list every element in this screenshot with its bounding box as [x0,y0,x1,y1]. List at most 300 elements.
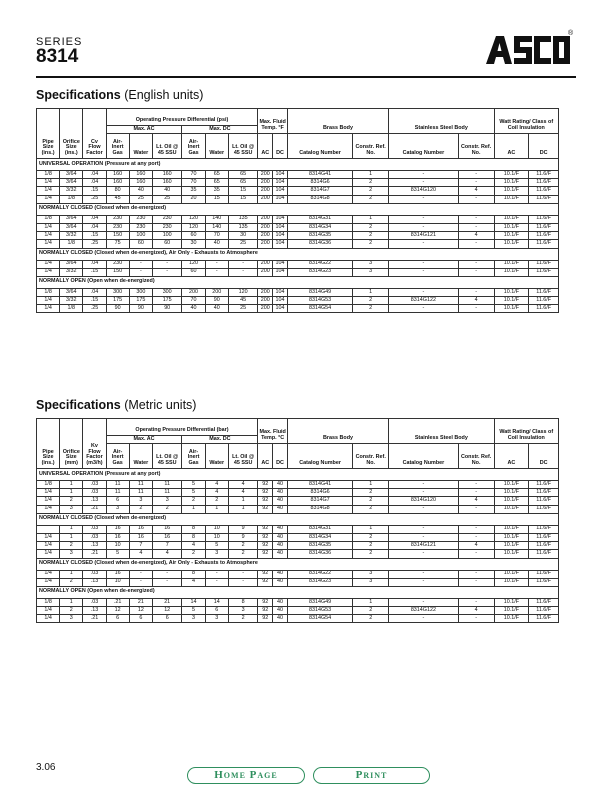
table-cell: 2 [353,615,389,623]
table-cell: 1/4 [37,305,60,313]
table-cell: 40 [273,525,288,533]
table-cell: - [389,550,459,558]
table-cell: 1/8 [60,305,83,313]
table-cell: 40 [273,570,288,578]
table-cell: 1/4 [37,268,60,276]
table-cell: 1/8 [37,215,60,223]
table-cell: 7 [152,542,182,550]
col-temp-ac: AC [258,444,273,469]
col-dc-oil: Lt. Oil @ 45 SSU [228,134,258,159]
table-cell: 200 [258,171,273,179]
table-cell: 3 [182,615,205,623]
table-cell: 70 [182,297,205,305]
table-cell: 10.1/F [494,215,529,223]
table-cell: 160 [106,171,129,179]
table-cell: 2 [353,550,389,558]
table-cell: - [458,615,494,623]
table-cell: 8314G34 [287,533,352,541]
table-cell: 4 [129,550,152,558]
table-cell: 8314G54 [287,615,352,623]
table-cell: 230 [152,215,182,223]
col-ac-water: Water [129,444,152,469]
table-cell: - [389,525,459,533]
table-cell: 8314G31 [287,525,352,533]
table-cell: 135 [228,223,258,231]
table-cell: 2 [228,615,258,623]
table-cell: 11 [106,489,129,497]
table-cell: 10.1/F [494,542,529,550]
table-cell: 2 [205,497,228,505]
table-cell: 60 [129,240,152,248]
table-cell: .03 [83,489,106,497]
table-cell: 1/8 [37,171,60,179]
table-cell: 200 [258,179,273,187]
table-cell: 1/4 [37,497,60,505]
table-cell: 3/64 [60,179,83,187]
table-cell: 40 [273,505,288,513]
table-cell: - [389,288,459,296]
table-cell: 1/8 [60,240,83,248]
table-cell: 1 [60,570,83,578]
table-cell: 8314G23 [287,578,352,586]
table-row [37,195,559,203]
table-cell: 6 [106,615,129,623]
table-cell: 60 [152,240,182,248]
table-cell: - [458,240,494,248]
table-cell: - [389,215,459,223]
table-row [37,578,559,586]
table-cell: 11.6/F [529,533,559,541]
table-cell: 2 [353,232,389,240]
table-cell: 10.1/F [494,223,529,231]
table-cell: 3/64 [60,171,83,179]
table-cell: 8314G36 [287,240,352,248]
table-cell: 4 [205,481,228,489]
table-cell: 10.1/F [494,268,529,276]
table-cell: 11.6/F [529,489,559,497]
col-group-watt: Watt Rating/ Class of Coil Insulation [494,109,558,134]
table-cell: 90 [205,297,228,305]
table-cell: 160 [152,171,182,179]
table-cell: 1/4 [37,615,60,623]
table-cell: .13 [83,578,106,586]
table-cell: - [458,598,494,606]
table-cell: 8314G34 [287,223,352,231]
table-cell: 80 [106,187,129,195]
table-cell: 92 [258,533,273,541]
table-cell: .03 [83,570,106,578]
table-cell: 160 [106,179,129,187]
table-cell: 25 [228,305,258,313]
table-cell: 35 [182,187,205,195]
table-cell: - [389,240,459,248]
table-cell: 11 [106,481,129,489]
table-cell: 11.6/F [529,570,559,578]
table-cell: 65 [228,179,258,187]
col-flow-factor: Kv Flow Factor (m3/h) [83,419,106,469]
table-cell: 11.6/F [529,195,559,203]
table-cell: - [458,195,494,203]
table-cell: 175 [152,297,182,305]
table-cell: 10 [106,542,129,550]
table-cell: 2 [60,542,83,550]
table-cell: .21 [83,615,106,623]
table-cell: 4 [205,489,228,497]
table-cell: 1 [228,505,258,513]
table-cell: 11.6/F [529,505,559,513]
table-cell: - [152,268,182,276]
table-cell: 40 [182,305,205,313]
table-cell: 200 [258,215,273,223]
table-cell: 1/4 [37,195,60,203]
table-cell: 3 [60,550,83,558]
table-cell: 10.1/F [494,179,529,187]
table-cell: 104 [273,268,288,276]
table-cell: 14 [205,598,228,606]
table-cell: .03 [83,481,106,489]
table-cell: 4 [458,187,494,195]
table-cell: 8314G7 [287,497,352,505]
table-cell: 92 [258,578,273,586]
table-cell: 3 [353,268,389,276]
table-cell: 200 [258,187,273,195]
table-cell: - [129,260,152,268]
table-cell: 200 [258,223,273,231]
table-cell: 10.1/F [494,297,529,305]
table-cell: - [389,171,459,179]
table-row [37,232,559,240]
table-cell: 8314G35 [287,232,352,240]
table-cell: 92 [258,550,273,558]
table-cell: .03 [83,598,106,606]
table-cell: 4 [458,497,494,505]
table-cell: 4 [458,232,494,240]
table-cell: 40 [273,550,288,558]
table-row [37,598,559,606]
table-cell: - [389,505,459,513]
table-row [37,497,559,505]
table-row [37,240,559,248]
table-cell: .13 [83,607,106,615]
table-cell: - [458,171,494,179]
table-cell: 11.6/F [529,578,559,586]
table-cell: .25 [83,305,106,313]
table-cell: 2 [129,505,152,513]
section-title: NORMALLY CLOSED (Closed when de-energized), Air Only - Exhausts to Atmosphere [37,558,559,570]
table-cell: 8314G53 [287,297,352,305]
table-cell: 200 [258,232,273,240]
section-header-row [37,558,559,570]
table-cell: .03 [83,533,106,541]
table-cell: 11 [129,481,152,489]
table-cell: 4 [228,481,258,489]
table-cell: 2 [353,297,389,305]
table-cell: 104 [273,288,288,296]
table-cell: 4 [228,489,258,497]
print-button[interactable]: Print [313,767,430,784]
table-row [37,215,559,223]
table-cell: 9 [228,533,258,541]
table-cell: - [458,489,494,497]
series-label: SERIES [36,36,83,48]
table-cell: 1 [60,598,83,606]
table-cell: 92 [258,481,273,489]
table-cell: 8314G22 [287,260,352,268]
table-cell: 104 [273,187,288,195]
table-cell: 3 [106,505,129,513]
table-cell: 2 [60,607,83,615]
table-cell: 45 [228,297,258,305]
table-cell: 2 [353,195,389,203]
table-cell: 10.1/F [494,505,529,513]
table-cell: 3 [60,615,83,623]
specs-metric-table [36,418,559,623]
table-cell: 12 [106,607,129,615]
table-cell: 8314G121 [389,232,459,240]
table-cell: 8314G41 [287,481,352,489]
table-cell: 70 [182,171,205,179]
table-cell: 3 [152,497,182,505]
table-cell: 4 [182,578,205,586]
table-cell: 92 [258,497,273,505]
section-title: UNIVERSAL OPERATION (Pressure at any port) [37,469,559,481]
table-cell: 1/4 [37,550,60,558]
table-cell: 15 [228,187,258,195]
col-pipe-size: Pipe Size (ins.) [37,419,60,469]
table-cell: - [389,615,459,623]
table-cell: 150 [106,232,129,240]
table-row [37,542,559,550]
table-cell: 40 [273,533,288,541]
table-cell: 2 [353,542,389,550]
col-steel-catalog: Catalog Number [389,134,459,159]
table-cell: 5 [182,489,205,497]
table-cell: 104 [273,195,288,203]
table-cell: 10.1/F [494,260,529,268]
table-cell: 12 [129,607,152,615]
specs-english-table [36,108,559,313]
table-cell: 3 [353,570,389,578]
table-cell: 6 [129,615,152,623]
col-dc-water: Water [205,134,228,159]
table-cell: 2 [228,550,258,558]
table-cell: 120 [228,288,258,296]
table-cell: 200 [258,288,273,296]
table-row [37,533,559,541]
table-cell: 11.6/F [529,481,559,489]
table-cell: 10.1/F [494,607,529,615]
table-cell: 140 [205,223,228,231]
table-cell: 120 [182,215,205,223]
table-cell: .15 [83,297,106,305]
table-cell: 92 [258,615,273,623]
table-row [37,171,559,179]
table-cell: 3/32 [60,297,83,305]
table-cell: 1/4 [37,179,60,187]
table-cell: 5 [106,550,129,558]
table-row [37,615,559,623]
table-cell: 2 [353,607,389,615]
table-cell: 1/4 [37,489,60,497]
table-cell: 8314G22 [287,570,352,578]
table-cell: 8 [182,533,205,541]
table-cell: 92 [258,598,273,606]
table-cell: 230 [129,223,152,231]
table-cell: - [458,533,494,541]
table-cell: - [458,215,494,223]
col-ac-air: Air-Inert Gas [106,134,129,159]
table-cell: 11.6/F [529,260,559,268]
table-cell: 1/4 [37,542,60,550]
table-cell: - [389,223,459,231]
table-cell: 8314G8 [287,195,352,203]
home-page-button[interactable]: Home Page [187,767,305,784]
table-cell: 8314G120 [389,187,459,195]
table-cell: 8314G122 [389,607,459,615]
table-cell: 1/4 [37,260,60,268]
table-cell: 3 [353,578,389,586]
table-cell: 2 [60,578,83,586]
table-cell: 14 [182,598,205,606]
table-row [37,481,559,489]
table-cell: 40 [273,542,288,550]
table-cell: 1/4 [37,533,60,541]
col-dc-air: Air-Inert Gas [182,134,205,159]
table-cell: 11.6/F [529,615,559,623]
table-cell: 230 [106,215,129,223]
table-cell: 1/8 [37,481,60,489]
table-cell: - [205,260,228,268]
table-cell: - [205,268,228,276]
table-cell: 15 [205,195,228,203]
table-cell: 11.6/F [529,232,559,240]
table-cell: 11.6/F [529,240,559,248]
table-cell: - [228,570,258,578]
table-cell: 10 [106,578,129,586]
table-cell: 11.6/F [529,497,559,505]
table-cell: - [458,179,494,187]
col-group-max-ac: Max. AC [106,126,182,134]
table-cell: .04 [83,260,106,268]
table-cell: 2 [182,550,205,558]
table-cell: 11.6/F [529,288,559,296]
table-cell: 15 [228,195,258,203]
table-cell: 3/64 [60,288,83,296]
asco-logo [486,34,570,64]
table-cell: - [389,268,459,276]
table-cell: 1/4 [37,223,60,231]
table-cell: - [389,305,459,313]
table-cell: 11.6/F [529,215,559,223]
table-cell: 11.6/F [529,187,559,195]
table-cell: .21 [83,550,106,558]
table-cell: 104 [273,232,288,240]
table-cell: - [129,578,152,586]
table-cell: - [458,525,494,533]
table-cell: .04 [83,171,106,179]
table-cell: - [228,260,258,268]
col-group-brass: Brass Body [287,419,388,444]
table-cell: 5 [205,542,228,550]
table-cell: 104 [273,179,288,187]
table-cell: .04 [83,223,106,231]
table-cell: 3 [205,615,228,623]
table-cell: 1/4 [37,232,60,240]
section-header-row [37,248,559,260]
col-temp-dc: DC [273,444,288,469]
section-title: NORMALLY CLOSED (Closed when de-energized) [37,513,559,525]
table-cell: 92 [258,489,273,497]
table-row [37,288,559,296]
table-cell: - [389,598,459,606]
table-cell: 8314G36 [287,550,352,558]
table-cell: 200 [205,288,228,296]
table-cell: 8314G31 [287,215,352,223]
table-row [37,187,559,195]
series-number: 8314 [36,46,79,67]
table-cell: 92 [258,505,273,513]
col-dc-air: Air-Inert Gas [182,444,205,469]
table-cell: - [205,578,228,586]
table-cell: .04 [83,215,106,223]
table-row [37,179,559,187]
table-cell: 8314G53 [287,607,352,615]
table-cell: 40 [205,240,228,248]
table-cell: 4 [182,542,205,550]
table-cell: - [389,570,459,578]
col-ac-air: Air-Inert Gas [106,444,129,469]
table-cell: 6 [106,497,129,505]
col-orifice-size: Orifice Size (ins.) [60,109,83,159]
table-cell: 1 [228,497,258,505]
col-steel-catalog: Catalog Number [389,444,459,469]
table-cell: 1/8 [37,288,60,296]
table-cell: 11 [129,489,152,497]
table-cell: 92 [258,542,273,550]
table-cell: 2 [353,187,389,195]
table-cell: 135 [228,215,258,223]
table-cell: .03 [83,525,106,533]
section-title: NORMALLY OPEN (Open when de-energized) [37,276,559,288]
table-cell: - [458,288,494,296]
table-cell: .25 [83,195,106,203]
table-cell: 1/4 [37,297,60,305]
col-ac-water: Water [129,134,152,159]
col-steel-constr: Constr. Ref. No. [458,444,494,469]
table-cell: 11.6/F [529,223,559,231]
col-watt-ac: AC [494,134,529,159]
table-row [37,550,559,558]
table-cell: 11.6/F [529,268,559,276]
table-cell: 40 [273,578,288,586]
table-cell: 40 [273,615,288,623]
table-cell: - [228,578,258,586]
table-cell: 10.1/F [494,497,529,505]
table-cell: 2 [353,505,389,513]
table-cell: 1 [205,505,228,513]
table-cell: 75 [106,240,129,248]
table-cell: - [389,533,459,541]
table-cell: 11.6/F [529,171,559,179]
table-cell: - [129,570,152,578]
table-cell: - [152,578,182,586]
table-cell: 11.6/F [529,525,559,533]
table-cell: 1/8 [60,195,83,203]
col-brass-catalog: Catalog Number [287,444,352,469]
section-header-row [37,513,559,525]
table-cell: - [389,179,459,187]
table-cell: - [152,570,182,578]
